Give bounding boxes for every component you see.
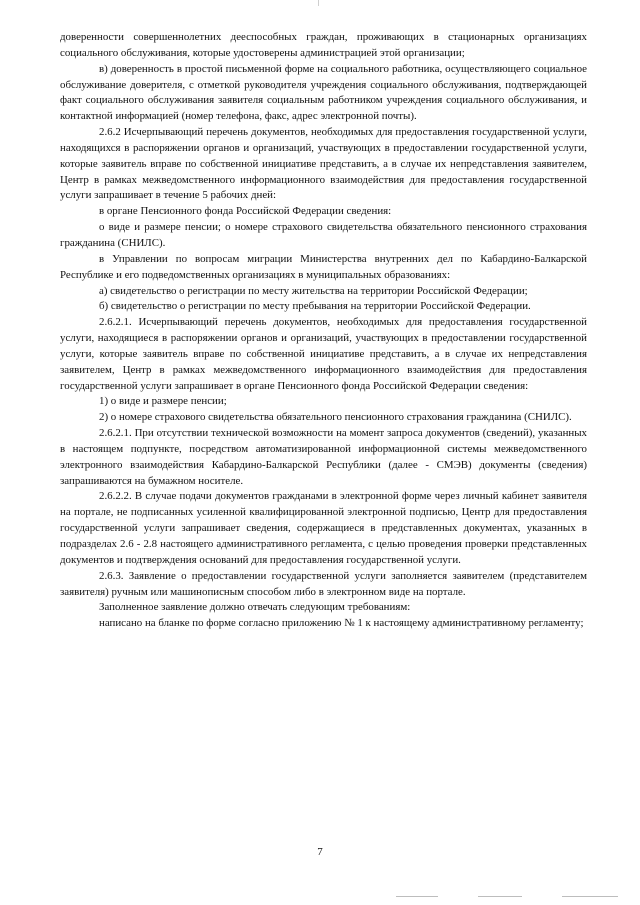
paragraph-trustee-continuation: доверенности совершеннолетних дееспособных граждан, проживающих в стационарных организациях социального обслуживания, которые удостоверены администрацией этой организации; — [60, 31, 587, 59]
paragraph-2-6-3: 2.6.3. Заявление о предоставлении государственной услуги заполняется заявителем (представителем заявителя) ручным или машинописным способом либо в электронном виде на портале. — [60, 569, 587, 598]
document-body — [60, 30, 587, 632]
scan-mark — [318, 0, 319, 6]
page-number: 7 — [317, 846, 323, 858]
paragraph-list-1: 1) о виде и размере пенсии; — [99, 395, 227, 408]
paragraph-migration-office: в Управлении по вопросам миграции Министерства внутренних дел по Кабардино-Балкарской Республике и его подведомственных организациях в муниципальных образованиях: — [60, 252, 587, 281]
paragraph-2-6-2: 2.6.2 Исчерпывающий перечень документов, необходимых для предоставления государственной услуги, находящихся в распоряжении органов и организаций, участвующих в предоставлении государственной услуги, которые заявитель вправе по собственной инициативе представить, а в случае их непредставления заявителем, Центр в рамках межведомственного информационного взаимодействия для предоставления государственной услуги запрашивает в течение 5 рабочих дней: — [60, 126, 587, 202]
paragraph-item-a: а) свидетельство о регистрации по месту жительства на территории Российской Федерации; — [99, 284, 528, 297]
paragraph-pension-details: о виде и размере пенсии; о номере страхового свидетельства обязательного пенсионного страхования гражданина (СНИЛС). — [60, 221, 587, 249]
paragraph-list-2: 2) о номере страхового свидетельства обязательного пенсионного страхования гражданина (СНИЛС). — [99, 411, 572, 424]
scan-mark — [396, 896, 438, 897]
paragraph-2-6-2-1: 2.6.2.1. Исчерпывающий перечень документов, необходимых для предоставления государственной услуги, находящиеся в распоряжении органов и организаций, участвующих в предоставлении государственной услуги, которые заявитель вправе по собственной инициативе представить, а в случае их непредставления заявителем, Центр в рамках межведомственного информационного взаимодействия для предоставления государственной услуги запрашивает в органе Пенсионного фонда Российской Федерации сведения: — [60, 316, 587, 392]
paragraph-form-requirement: написано на бланке по форме согласно приложению № 1 к настоящему административному регламенту; — [99, 617, 584, 630]
scan-mark — [562, 896, 618, 897]
scan-mark — [478, 896, 522, 897]
scan-marks-bottom — [396, 896, 626, 900]
paragraph-2-6-2-1-technical: 2.6.2.1. При отсутствии технической возможности на момент запроса документов (сведений), указанных в настоящем подпункте, посредством автоматизированной информационной системы межведомственного электронного взаимодействия Кабардино-Балкарской Республики (далее - СМЭВ) документы (сведения) запрашиваются на бумажном носителе. — [60, 427, 587, 487]
paragraph-requirements: Заполненное заявление должно отвечать следующим требованиям: — [99, 601, 411, 614]
paragraph-item-v: в) доверенность в простой письменной форме на социального работника, осуществляющего социальное обслуживание доверителя, с отметкой руководителя учреждения социального обслуживания, подтверждающей факт социального обслуживания заявителя социальным работником учреждения социального обслуживания, и контактной информацией (номер телефона, факс, адрес электронной почты). — [60, 62, 587, 123]
paragraph-2-6-2-2: 2.6.2.2. В случае подачи документов гражданами в электронной форме через личный кабинет заявителя на портале, не подписанных усиленной квалифицированной электронной подписью, Центр для предоставления государственной услуги запрашивает сведения, содержащиеся в представленных документах, указанных в подразделах 2.6 - 2.8 настоящего административного регламента, с целью проведения проверки представленных документов и подтверждения оснований для предоставления государственной услуги. — [60, 490, 587, 566]
paragraph-pension-fund: в органе Пенсионного фонда Российской Федерации сведения: — [99, 205, 392, 218]
paragraph-item-b: б) свидетельство о регистрации по месту пребывания на территории Российской Федерации. — [99, 300, 531, 313]
